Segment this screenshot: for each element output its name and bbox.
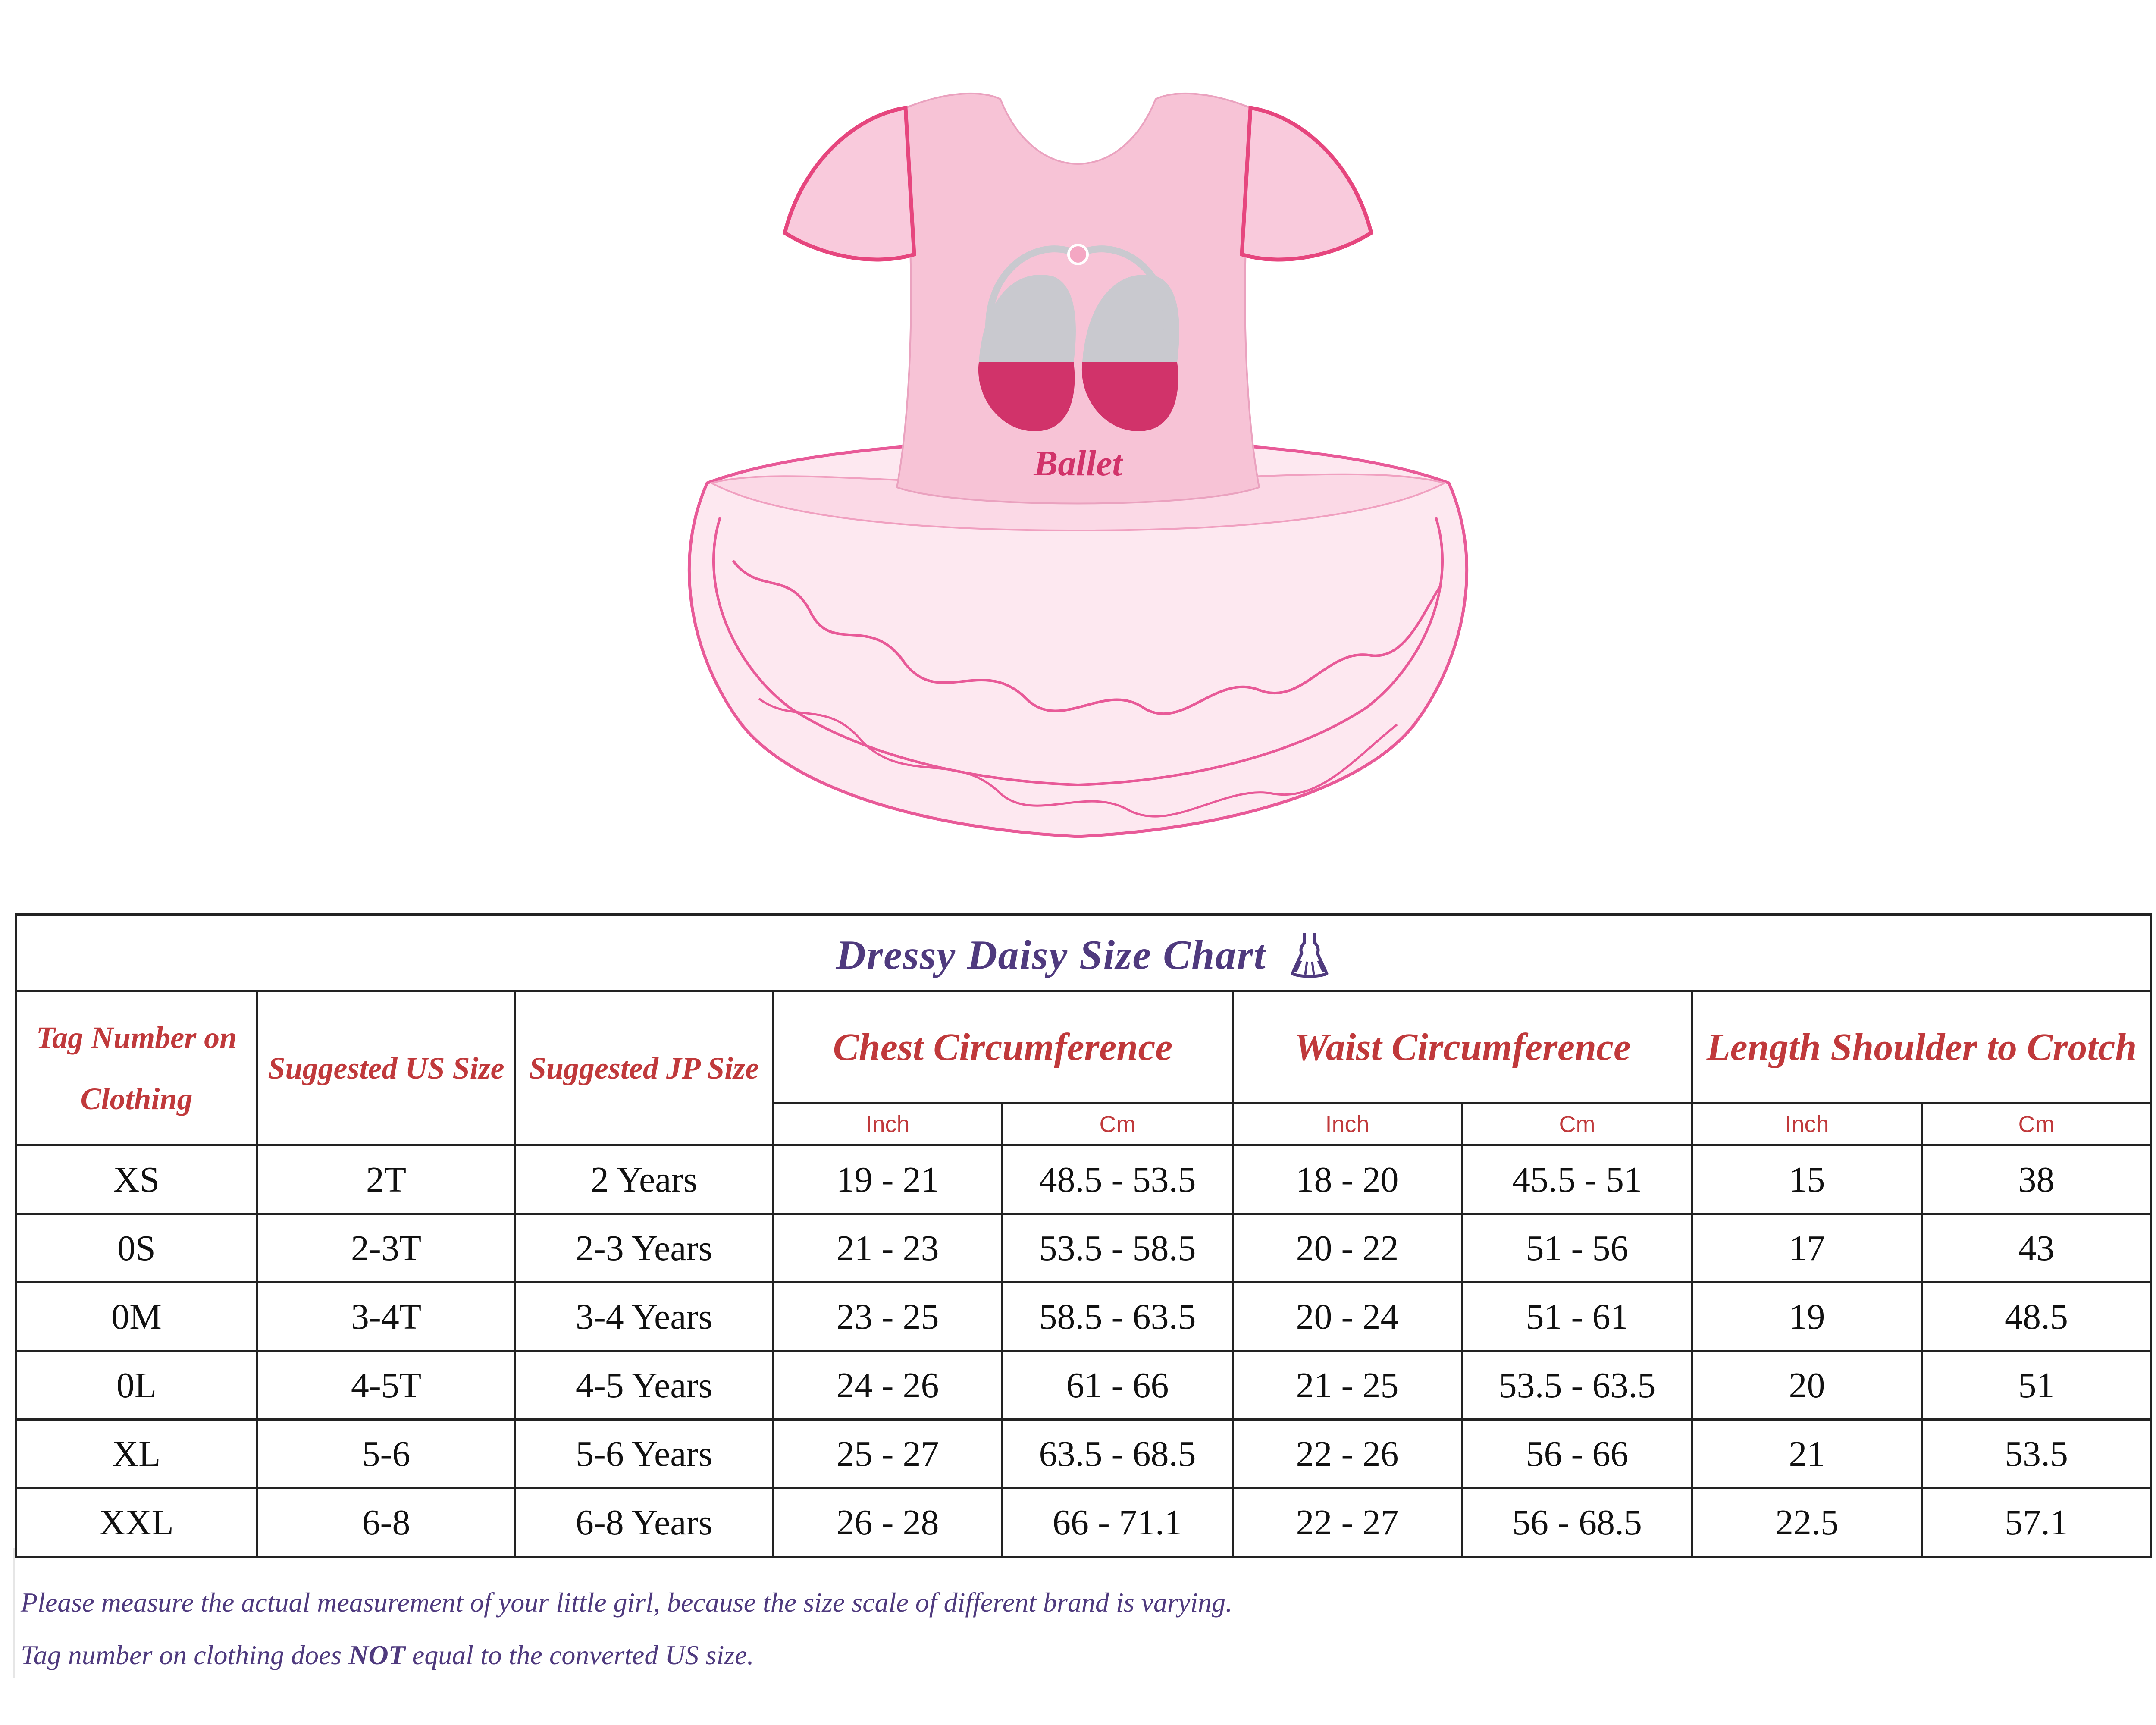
ballet-dress-illustration: [647, 52, 1509, 862]
table-row: [16, 1214, 2151, 1283]
cell-chest-inch: 23 - 25: [773, 1283, 1003, 1351]
cell-us: 6-8: [257, 1488, 515, 1557]
cell-waist-inch: 22 - 27: [1233, 1488, 1462, 1557]
cell-chest-inch: 25 - 27: [773, 1420, 1003, 1488]
cell-waist-cm: 56 - 66: [1462, 1420, 1692, 1488]
header-length: Length Shoulder to Crotch: [1692, 991, 2151, 1104]
header-suggested-us-size: Suggested US Size: [257, 991, 515, 1145]
cell-jp: 4-5 Years: [515, 1351, 773, 1420]
cell-us: 4-5T: [257, 1351, 515, 1420]
cell-length-inch: 22.5: [1692, 1488, 1922, 1557]
cell-chest-cm: 66 - 71.1: [1003, 1488, 1233, 1557]
cell-waist-cm: 51 - 56: [1462, 1214, 1692, 1283]
cell-us: 2T: [257, 1145, 515, 1214]
cell-length-inch: 20: [1692, 1351, 1922, 1420]
cell-waist-cm: 45.5 - 51: [1462, 1145, 1692, 1214]
table-row: [16, 1283, 2151, 1351]
note-emphasis: NOT: [348, 1640, 405, 1670]
subheader-waist-inch: Inch: [1233, 1104, 1462, 1145]
cell-chest-cm: 48.5 - 53.5: [1003, 1145, 1233, 1214]
header-chest: Chest Circumference: [773, 991, 1233, 1104]
table-row: [16, 1351, 2151, 1420]
size-chart-title-cell: [16, 915, 2151, 991]
dress-icon: [1288, 931, 1331, 979]
ballet-print-text: Ballet: [1034, 443, 1122, 483]
subheader-chest-inch: Inch: [773, 1104, 1003, 1145]
cell-tag: 0L: [16, 1351, 257, 1420]
cell-tag: XL: [16, 1420, 257, 1488]
cell-length-inch: 17: [1692, 1214, 1922, 1283]
cell-length-cm: 57.1: [1922, 1488, 2151, 1557]
cell-us: 2-3T: [257, 1214, 515, 1283]
cell-chest-inch: 21 - 23: [773, 1214, 1003, 1283]
cell-chest-cm: 61 - 66: [1003, 1351, 1233, 1420]
bodice: [897, 94, 1259, 504]
cell-length-cm: 48.5: [1922, 1283, 2151, 1351]
cell-waist-inch: 20 - 24: [1233, 1283, 1462, 1351]
cell-waist-cm: 53.5 - 63.5: [1462, 1351, 1692, 1420]
cell-length-inch: 21: [1692, 1420, 1922, 1488]
cell-length-cm: 38: [1922, 1145, 2151, 1214]
note-line-2: [21, 1629, 2134, 1681]
subheader-waist-cm: Cm: [1462, 1104, 1692, 1145]
cell-waist-inch: 22 - 26: [1233, 1420, 1462, 1488]
cell-chest-cm: 58.5 - 63.5: [1003, 1283, 1233, 1351]
size-chart-title: Dressy Daisy Size Chart: [836, 932, 1266, 978]
cell-jp: 2 Years: [515, 1145, 773, 1214]
cell-length-cm: 43: [1922, 1214, 2151, 1283]
cell-jp: 5-6 Years: [515, 1420, 773, 1488]
cell-tag: XS: [16, 1145, 257, 1214]
header-waist: Waist Circumference: [1233, 991, 1692, 1104]
cell-chest-cm: 53.5 - 58.5: [1003, 1214, 1233, 1283]
cell-waist-inch: 20 - 22: [1233, 1214, 1462, 1283]
note-line-1: Please measure the actual measurement of your little girl, because the size scale of different brand is varying.: [21, 1587, 1233, 1618]
cell-tag: 0S: [16, 1214, 257, 1283]
cell-jp: 3-4 Years: [515, 1283, 773, 1351]
subheader-chest-cm: Cm: [1003, 1104, 1233, 1145]
cell-tag: 0M: [16, 1283, 257, 1351]
cell-waist-cm: 51 - 61: [1462, 1283, 1692, 1351]
cell-us: 3-4T: [257, 1283, 515, 1351]
cell-chest-cm: 63.5 - 68.5: [1003, 1420, 1233, 1488]
table-row: [16, 1420, 2151, 1488]
cell-us: 5-6: [257, 1420, 515, 1488]
table-row: [16, 1488, 2151, 1557]
cell-length-inch: 19: [1692, 1283, 1922, 1351]
size-chart-table: [15, 913, 2152, 1558]
cell-jp: 6-8 Years: [515, 1488, 773, 1557]
header-suggested-jp-size: Suggested JP Size: [515, 991, 773, 1145]
ballet-dress-image: [647, 52, 1509, 862]
divider: [13, 1548, 15, 1678]
cell-jp: 2-3 Years: [515, 1214, 773, 1283]
cell-chest-inch: 26 - 28: [773, 1488, 1003, 1557]
cell-waist-inch: 18 - 20: [1233, 1145, 1462, 1214]
cell-length-cm: 51: [1922, 1351, 2151, 1420]
cell-length-cm: 53.5: [1922, 1420, 2151, 1488]
subheader-length-inch: Inch: [1692, 1104, 1922, 1145]
note-line-2-start: Tag number on clothing does: [21, 1640, 342, 1670]
subheader-length-cm: Cm: [1922, 1104, 2151, 1145]
cell-waist-cm: 56 - 68.5: [1462, 1488, 1692, 1557]
header-tag-number: Tag Number on Clothing: [16, 991, 257, 1145]
cell-tag: XXL: [16, 1488, 257, 1557]
cell-length-inch: 15: [1692, 1145, 1922, 1214]
table-row: [16, 1145, 2151, 1214]
note-line-2-end: equal to the converted US size.: [412, 1640, 754, 1670]
cell-waist-inch: 21 - 25: [1233, 1351, 1462, 1420]
measurement-notes: [21, 1576, 2134, 1681]
cell-chest-inch: 19 - 21: [773, 1145, 1003, 1214]
cell-chest-inch: 24 - 26: [773, 1351, 1003, 1420]
